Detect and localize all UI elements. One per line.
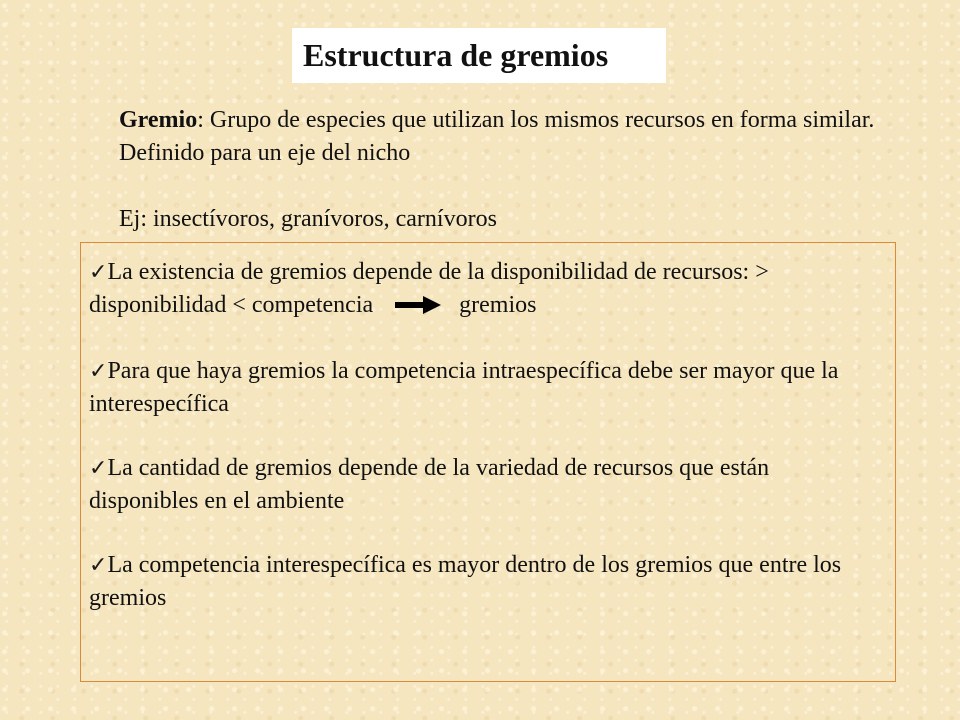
definition-term: Gremio bbox=[119, 107, 198, 133]
bullet-text: La competencia interespecífica es mayor dentro de los gremios que entre los gremios bbox=[89, 552, 842, 611]
slide-title: Estructura de gremios bbox=[303, 37, 609, 73]
checkmark-icon: ✓ bbox=[89, 456, 108, 481]
checkmark-icon: ✓ bbox=[89, 359, 108, 384]
bullet-item bbox=[89, 452, 881, 518]
bullet-item bbox=[89, 355, 881, 421]
definition-text: : Grupo de especies que utilizan los mismos recursos en forma similar. Definido para un eje del nicho bbox=[119, 107, 875, 166]
checkmark-icon: ✓ bbox=[89, 260, 108, 285]
arrow-right-icon bbox=[395, 294, 441, 316]
guild-example: Ej: insectívoros, granívoros, carnívoros bbox=[119, 206, 497, 232]
bullet-text: La cantidad de gremios depende de la variedad de recursos que están disponibles en el ambiente bbox=[89, 455, 770, 514]
checkmark-icon: ✓ bbox=[89, 553, 108, 578]
bullet-item bbox=[89, 549, 881, 615]
bullet-text-end: gremios bbox=[459, 292, 537, 318]
guild-definition bbox=[119, 104, 919, 170]
bullet-text: Para que haya gremios la competencia intraespecífica debe ser mayor que la interespecífica bbox=[89, 358, 839, 417]
bullet-item bbox=[89, 256, 881, 322]
bullet-text: La existencia de gremios depende de la disponibilidad de recursos: > disponibilidad < competencia bbox=[89, 259, 769, 318]
